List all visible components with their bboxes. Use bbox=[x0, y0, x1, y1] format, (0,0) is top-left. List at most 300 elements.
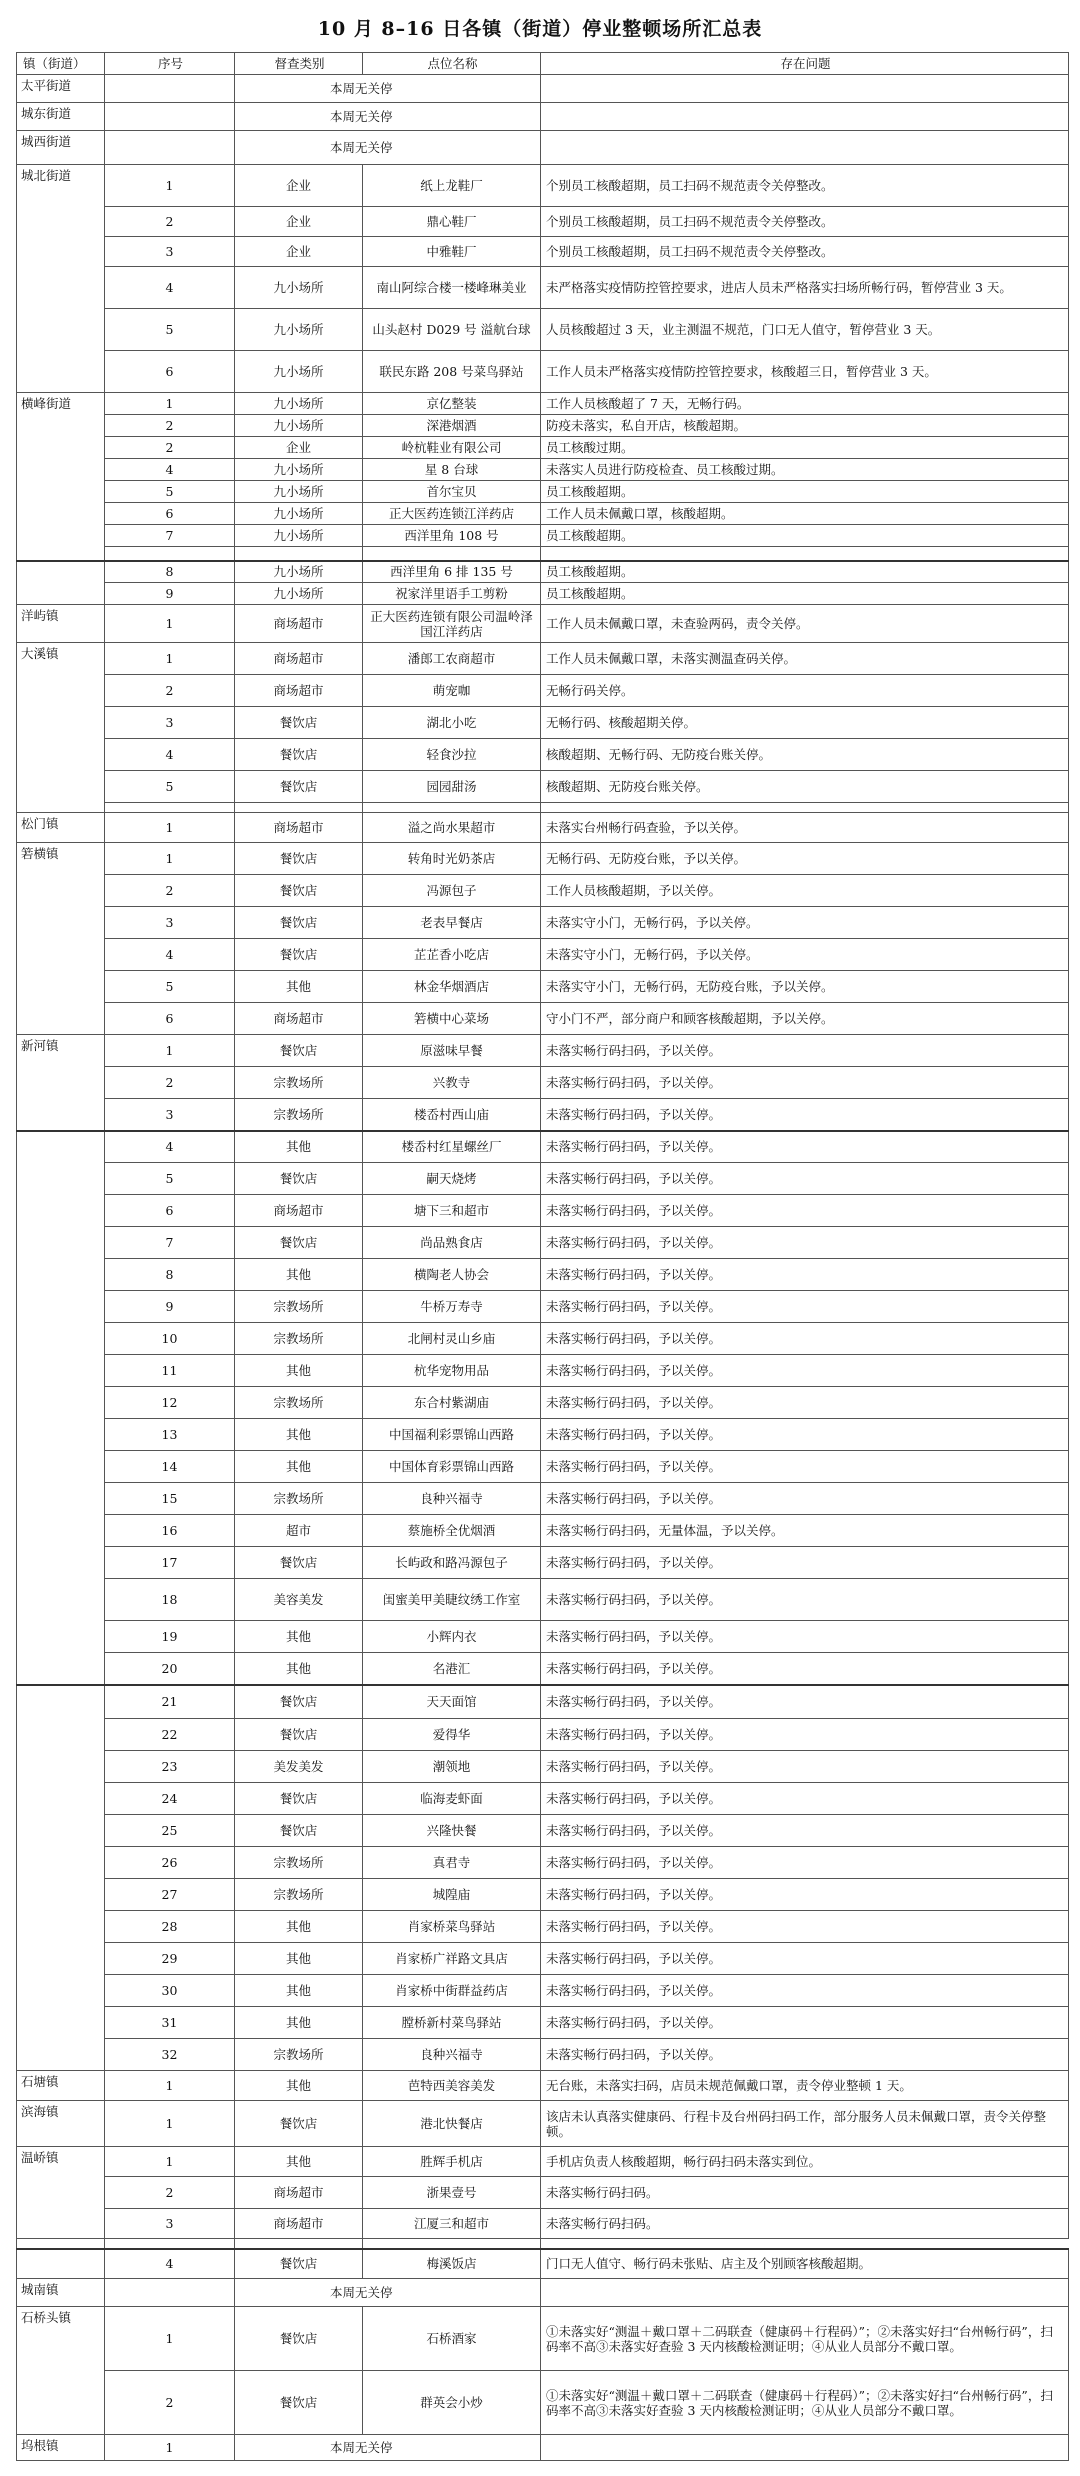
number-cell: 4 bbox=[105, 939, 235, 971]
number-cell: 9 bbox=[105, 1291, 235, 1323]
site-name-cell: 横陶老人协会 bbox=[363, 1259, 541, 1291]
number-cell: 5 bbox=[105, 971, 235, 1003]
number-cell: 31 bbox=[105, 2007, 235, 2039]
category-cell bbox=[235, 547, 363, 561]
table-row bbox=[17, 1387, 1069, 1419]
issue-cell: 个别员工核酸超期，员工扫码不规范责令关停整改。 bbox=[541, 165, 1069, 207]
town-cell: 城南镇 bbox=[17, 2279, 105, 2307]
table-row bbox=[17, 2039, 1069, 2071]
issue-cell: 工作人员未严格落实疫情防控管控要求，核酸超三日，暂停营业 3 天。 bbox=[541, 351, 1069, 393]
number-cell bbox=[17, 2239, 105, 2249]
table-row bbox=[17, 843, 1069, 875]
number-cell: 6 bbox=[105, 503, 235, 525]
category-cell: 九小场所 bbox=[235, 503, 363, 525]
table-row bbox=[17, 503, 1069, 525]
table-row bbox=[17, 309, 1069, 351]
town-cell: 城北街道 bbox=[17, 165, 105, 393]
issue-cell: 未落实畅行码扫码，予以关停。 bbox=[541, 1483, 1069, 1515]
category-cell: 餐饮店 bbox=[235, 2249, 363, 2279]
issue-cell: 未落实畅行码扫码，予以关停。 bbox=[541, 1879, 1069, 1911]
table-row bbox=[17, 739, 1069, 771]
issue-cell: ①未落实好“测温＋戴口罩＋二码联查（健康码＋行程码）”；②未落实好扫“台州畅行码”，扫码率不高③未落实好查验 3 天内核酸检测证明；④从业人员部分不戴口罩。 bbox=[541, 2371, 1069, 2435]
table-row bbox=[17, 459, 1069, 481]
issue-cell: 未落实畅行码扫码，予以关停。 bbox=[541, 1911, 1069, 1943]
town-cell bbox=[17, 2249, 105, 2279]
site-name-cell: 中国体育彩票锦山西路 bbox=[363, 1451, 541, 1483]
table-row bbox=[17, 875, 1069, 907]
table-row bbox=[17, 1355, 1069, 1387]
table-row bbox=[17, 1719, 1069, 1751]
town-cell: 太平街道 bbox=[17, 75, 105, 103]
table-row bbox=[17, 813, 1069, 843]
number-cell: 11 bbox=[105, 1355, 235, 1387]
issue-cell: 未落实畅行码扫码，予以关停。 bbox=[541, 1035, 1069, 1067]
table-row bbox=[17, 1943, 1069, 1975]
issue-cell: 未落实畅行码扫码，予以关停。 bbox=[541, 1259, 1069, 1291]
number-cell: 1 bbox=[105, 643, 235, 675]
category-cell: 本周无关停 bbox=[235, 2435, 541, 2461]
header-town: 镇（街道） bbox=[17, 53, 105, 75]
table-row bbox=[17, 131, 1069, 165]
table-row bbox=[17, 1515, 1069, 1547]
town-cell: 城东街道 bbox=[17, 103, 105, 131]
town-cell bbox=[17, 561, 105, 605]
category-cell: 其他 bbox=[235, 1131, 363, 1163]
number-cell: 3 bbox=[105, 907, 235, 939]
category-cell: 企业 bbox=[235, 165, 363, 207]
site-name-cell: 老表早餐店 bbox=[363, 907, 541, 939]
site-name-cell: 兴教寺 bbox=[363, 1067, 541, 1099]
number-cell: 1 bbox=[105, 393, 235, 415]
category-cell: 餐饮店 bbox=[235, 1815, 363, 1847]
site-name-cell: 西洋里角 108 号 bbox=[363, 525, 541, 547]
category-cell: 餐饮店 bbox=[235, 2101, 363, 2147]
table-row bbox=[17, 1259, 1069, 1291]
number-cell: 4 bbox=[105, 267, 235, 309]
number-cell: 2 bbox=[105, 1067, 235, 1099]
number-cell: 1 bbox=[105, 813, 235, 843]
issue-cell: 未落实畅行码扫码，予以关停。 bbox=[541, 1195, 1069, 1227]
table-row bbox=[17, 1621, 1069, 1653]
number-cell: 6 bbox=[105, 1003, 235, 1035]
number-cell: 18 bbox=[105, 1579, 235, 1621]
site-name-cell: 转角时光奶茶店 bbox=[363, 843, 541, 875]
category-cell: 企业 bbox=[235, 207, 363, 237]
table-row bbox=[17, 605, 1069, 643]
category-cell: 宗教场所 bbox=[235, 1847, 363, 1879]
category-cell: 企业 bbox=[235, 237, 363, 267]
table-row bbox=[17, 237, 1069, 267]
site-name-cell: 塘下三和超市 bbox=[363, 1195, 541, 1227]
site-name-cell: 良种兴福寺 bbox=[363, 2039, 541, 2071]
category-cell: 餐饮店 bbox=[235, 1163, 363, 1195]
site-name-cell: 轻食沙拉 bbox=[363, 739, 541, 771]
issue-cell: 无畅行码、核酸超期关停。 bbox=[541, 707, 1069, 739]
site-name-cell: 南山阿综合楼一楼峰琳美业 bbox=[363, 267, 541, 309]
issue-cell: 未落实畅行码扫码，予以关停。 bbox=[541, 1783, 1069, 1815]
number-cell: 27 bbox=[105, 1879, 235, 1911]
site-name-cell bbox=[363, 803, 541, 813]
site-name-cell: 芭特西美容美发 bbox=[363, 2071, 541, 2101]
issue-cell: 个别员工核酸超期，员工扫码不规范责令关停整改。 bbox=[541, 237, 1069, 267]
site-name-cell: 楼岙村西山庙 bbox=[363, 1099, 541, 1131]
category-cell bbox=[105, 2239, 235, 2249]
category-cell: 其他 bbox=[235, 1259, 363, 1291]
issue-cell: 未落实畅行码扫码，予以关停。 bbox=[541, 1291, 1069, 1323]
table-row bbox=[17, 1911, 1069, 1943]
table-row bbox=[17, 1003, 1069, 1035]
number-cell: 16 bbox=[105, 1515, 235, 1547]
table-row bbox=[17, 1579, 1069, 1621]
issue-cell: 未落实畅行码扫码，予以关停。 bbox=[541, 1975, 1069, 2007]
number-cell: 2 bbox=[105, 437, 235, 459]
site-name-cell: 东合村紫湖庙 bbox=[363, 1387, 541, 1419]
category-cell: 餐饮店 bbox=[235, 2307, 363, 2371]
issue-cell: 守小门不严，部分商户和顾客核酸超期，予以关停。 bbox=[541, 1003, 1069, 1035]
site-name-cell: 城隍庙 bbox=[363, 1879, 541, 1911]
category-cell: 餐饮店 bbox=[235, 739, 363, 771]
table-row bbox=[17, 1323, 1069, 1355]
site-name-cell: 潘郎工农商超市 bbox=[363, 643, 541, 675]
category-cell: 美发美发 bbox=[235, 1751, 363, 1783]
site-name-cell: 冯源包子 bbox=[363, 875, 541, 907]
category-cell: 其他 bbox=[235, 1943, 363, 1975]
category-cell: 宗教场所 bbox=[235, 1291, 363, 1323]
category-cell: 其他 bbox=[235, 1975, 363, 2007]
category-cell: 商场超市 bbox=[235, 605, 363, 643]
number-cell: 22 bbox=[105, 1719, 235, 1751]
number-cell: 1 bbox=[105, 1035, 235, 1067]
site-name-cell: 岭杭鞋业有限公司 bbox=[363, 437, 541, 459]
table-row bbox=[17, 2071, 1069, 2101]
site-name-cell: 山头赵村 D029 号 溢航台球 bbox=[363, 309, 541, 351]
site-name-cell: 港北快餐店 bbox=[363, 2101, 541, 2147]
issue-cell: 防疫未落实，私自开店，核酸超期。 bbox=[541, 415, 1069, 437]
issue-cell: 未落实畅行码扫码，予以关停。 bbox=[541, 1621, 1069, 1653]
table-row bbox=[17, 103, 1069, 131]
issue-cell: 员工核酸过期。 bbox=[541, 437, 1069, 459]
site-name-cell: 膛桥新村菜鸟驿站 bbox=[363, 2007, 541, 2039]
category-cell: 餐饮店 bbox=[235, 1035, 363, 1067]
category-cell: 商场超市 bbox=[235, 2177, 363, 2209]
issue-cell: 工作人员未佩戴口罩，核酸超期。 bbox=[541, 503, 1069, 525]
town-cell: 横峰街道 bbox=[17, 393, 105, 561]
number-cell bbox=[105, 131, 235, 165]
summary-table bbox=[16, 52, 1069, 2461]
issue-cell bbox=[541, 103, 1069, 131]
number-cell: 15 bbox=[105, 1483, 235, 1515]
category-cell: 其他 bbox=[235, 1419, 363, 1451]
issue-cell: 无台账，未落实扫码，店员未规范佩戴口罩，责令停业整顿 1 天。 bbox=[541, 2071, 1069, 2101]
number-cell bbox=[105, 75, 235, 103]
table-row bbox=[17, 481, 1069, 503]
issue-cell: 员工核酸超期。 bbox=[541, 525, 1069, 547]
site-name-cell: 箬横中心菜场 bbox=[363, 1003, 541, 1035]
issue-cell bbox=[363, 2239, 541, 2249]
issue-cell bbox=[541, 2279, 1069, 2307]
site-name-cell: 祝家洋里语手工剪粉 bbox=[363, 583, 541, 605]
header-site-name: 点位名称 bbox=[363, 53, 541, 75]
site-name-cell: 西洋里角 6 排 135 号 bbox=[363, 561, 541, 583]
issue-cell: 未落实守小门，无畅行码，予以关停。 bbox=[541, 907, 1069, 939]
issue-cell: 未落实畅行码扫码，予以关停。 bbox=[541, 1847, 1069, 1879]
table-row bbox=[17, 1419, 1069, 1451]
town-cell: 滨海镇 bbox=[17, 2101, 105, 2147]
issue-cell bbox=[541, 803, 1069, 813]
category-cell: 九小场所 bbox=[235, 267, 363, 309]
issue-cell: 工作人员核酸超了 7 天，无畅行码。 bbox=[541, 393, 1069, 415]
table-row bbox=[17, 1751, 1069, 1783]
town-cell: 城西街道 bbox=[17, 131, 105, 165]
table-row bbox=[17, 971, 1069, 1003]
site-name-cell: 群英会小炒 bbox=[363, 2371, 541, 2435]
number-cell: 4 bbox=[105, 739, 235, 771]
category-cell: 九小场所 bbox=[235, 393, 363, 415]
category-cell: 九小场所 bbox=[235, 525, 363, 547]
site-name-cell: 星 8 台球 bbox=[363, 459, 541, 481]
table-row bbox=[17, 675, 1069, 707]
issue-cell bbox=[541, 75, 1069, 103]
issue-cell: 未落实守小门，无畅行码，无防疫台账，予以关停。 bbox=[541, 971, 1069, 1003]
number-cell: 5 bbox=[105, 481, 235, 503]
issue-cell: 未落实畅行码扫码，予以关停。 bbox=[541, 1451, 1069, 1483]
table-row bbox=[17, 2147, 1069, 2177]
issue-cell: 人员核酸超过 3 天，业主测温不规范，门口无人值守，暂停营业 3 天。 bbox=[541, 309, 1069, 351]
number-cell: 1 bbox=[105, 605, 235, 643]
category-cell: 餐饮店 bbox=[235, 907, 363, 939]
number-cell: 1 bbox=[105, 165, 235, 207]
table-row bbox=[17, 165, 1069, 207]
table-row bbox=[17, 2307, 1069, 2371]
table-row bbox=[17, 2177, 1069, 2209]
site-name-cell: 鼎心鞋厂 bbox=[363, 207, 541, 237]
site-name-cell: 闺蜜美甲美睫纹绣工作室 bbox=[363, 1579, 541, 1621]
number-cell bbox=[105, 547, 235, 561]
issue-cell: 未落实畅行码扫码，予以关停。 bbox=[541, 1719, 1069, 1751]
number-cell: 1 bbox=[105, 2307, 235, 2371]
category-cell: 其他 bbox=[235, 2147, 363, 2177]
number-cell: 3 bbox=[105, 2209, 235, 2239]
category-cell: 餐饮店 bbox=[235, 2371, 363, 2435]
site-name-cell: 深港烟酒 bbox=[363, 415, 541, 437]
table-row bbox=[17, 1067, 1069, 1099]
category-cell: 宗教场所 bbox=[235, 1067, 363, 1099]
header-row bbox=[17, 53, 1069, 75]
number-cell: 21 bbox=[105, 1685, 235, 1719]
issue-cell: 未落实畅行码扫码，予以关停。 bbox=[541, 1131, 1069, 1163]
issue-cell: 未落实台州畅行码查验，予以关停。 bbox=[541, 813, 1069, 843]
table-row bbox=[17, 1291, 1069, 1323]
table-row bbox=[17, 415, 1069, 437]
issue-cell: 工作人员未佩戴口罩，未落实测温查码关停。 bbox=[541, 643, 1069, 675]
category-cell: 餐饮店 bbox=[235, 771, 363, 803]
category-cell: 九小场所 bbox=[235, 415, 363, 437]
table-row bbox=[17, 1099, 1069, 1131]
issue-cell bbox=[541, 547, 1069, 561]
issue-cell: 工作人员未佩戴口罩，未查验两码，责令关停。 bbox=[541, 605, 1069, 643]
document-title: 10 月 8–16 日各镇（街道）停业整顿场所汇总表 bbox=[317, 17, 763, 40]
number-cell: 8 bbox=[105, 561, 235, 583]
category-cell: 九小场所 bbox=[235, 459, 363, 481]
number-cell: 2 bbox=[105, 875, 235, 907]
number-cell: 4 bbox=[105, 459, 235, 481]
table-row bbox=[17, 1783, 1069, 1815]
table-row bbox=[17, 1653, 1069, 1685]
category-cell: 商场超市 bbox=[235, 643, 363, 675]
table-row bbox=[17, 1975, 1069, 2007]
category-cell: 本周无关停 bbox=[235, 75, 541, 103]
number-cell: 7 bbox=[105, 1227, 235, 1259]
town-cell: 石塘镇 bbox=[17, 2071, 105, 2101]
site-name-cell: 胜辉手机店 bbox=[363, 2147, 541, 2177]
number-cell: 1 bbox=[105, 843, 235, 875]
number-cell: 26 bbox=[105, 1847, 235, 1879]
issue-cell: 该店未认真落实健康码、行程卡及台州码扫码工作，部分服务人员未佩戴口罩，责令关停整顿。 bbox=[541, 2101, 1069, 2147]
category-cell: 其他 bbox=[235, 971, 363, 1003]
number-cell: 23 bbox=[105, 1751, 235, 1783]
category-cell: 九小场所 bbox=[235, 481, 363, 503]
issue-cell: 未落实畅行码扫码，予以关停。 bbox=[541, 1685, 1069, 1719]
number-cell: 7 bbox=[105, 525, 235, 547]
issue-cell: 未严格落实疫情防控管控要求，进店人员未严格落实扫场所畅行码，暂停营业 3 天。 bbox=[541, 267, 1069, 309]
town-cell: 洋屿镇 bbox=[17, 605, 105, 643]
category-cell: 餐饮店 bbox=[235, 939, 363, 971]
table-row bbox=[17, 1195, 1069, 1227]
category-cell: 九小场所 bbox=[235, 309, 363, 351]
number-cell: 8 bbox=[105, 1259, 235, 1291]
number-cell: 14 bbox=[105, 1451, 235, 1483]
table-row bbox=[17, 1483, 1069, 1515]
category-cell: 美容美发 bbox=[235, 1579, 363, 1621]
category-cell bbox=[235, 803, 363, 813]
table-row bbox=[17, 939, 1069, 971]
number-cell: 32 bbox=[105, 2039, 235, 2071]
site-name-cell: 联民东路 208 号菜鸟驿站 bbox=[363, 351, 541, 393]
issue-cell: 未落实守小门，无畅行码，予以关停。 bbox=[541, 939, 1069, 971]
table-row bbox=[17, 437, 1069, 459]
issue-cell: 未落实人员进行防疫检查、员工核酸过期。 bbox=[541, 459, 1069, 481]
table-row bbox=[17, 1131, 1069, 1163]
category-cell: 商场超市 bbox=[235, 675, 363, 707]
number-cell: 4 bbox=[105, 2249, 235, 2279]
issue-cell: 未落实畅行码扫码，予以关停。 bbox=[541, 1163, 1069, 1195]
table-row bbox=[17, 1879, 1069, 1911]
header-number: 序号 bbox=[105, 53, 235, 75]
category-cell: 超市 bbox=[235, 1515, 363, 1547]
category-cell: 本周无关停 bbox=[235, 2279, 541, 2307]
site-name-cell: 小辉内衣 bbox=[363, 1621, 541, 1653]
table-row bbox=[17, 2209, 1069, 2239]
site-name-cell: 临海麦虾面 bbox=[363, 1783, 541, 1815]
table-row bbox=[17, 2007, 1069, 2039]
number-cell: 2 bbox=[105, 415, 235, 437]
issue-cell: 未落实畅行码扫码。 bbox=[541, 2209, 1069, 2239]
category-cell: 宗教场所 bbox=[235, 1323, 363, 1355]
number-cell: 9 bbox=[105, 583, 235, 605]
site-name-cell: 蔡施桥全优烟酒 bbox=[363, 1515, 541, 1547]
table-row bbox=[17, 1685, 1069, 1719]
issue-cell: 未落实畅行码扫码，予以关停。 bbox=[541, 1653, 1069, 1685]
table-row bbox=[17, 2279, 1069, 2307]
number-cell: 30 bbox=[105, 1975, 235, 2007]
category-cell: 宗教场所 bbox=[235, 1483, 363, 1515]
table-row bbox=[17, 393, 1069, 415]
category-cell: 其他 bbox=[235, 1355, 363, 1387]
issue-cell: 未落实畅行码扫码，予以关停。 bbox=[541, 1227, 1069, 1259]
table-row bbox=[17, 2239, 1069, 2249]
number-cell: 28 bbox=[105, 1911, 235, 1943]
number-cell bbox=[105, 2279, 235, 2307]
issue-cell: 未落实畅行码扫码，予以关停。 bbox=[541, 2039, 1069, 2071]
site-name-cell: 中国福利彩票锦山西路 bbox=[363, 1419, 541, 1451]
site-name-cell: 楼岙村红星螺丝厂 bbox=[363, 1131, 541, 1163]
table-row bbox=[17, 1163, 1069, 1195]
issue-cell: 未落实畅行码扫码，予以关停。 bbox=[541, 1355, 1069, 1387]
issue-cell: 员工核酸超期。 bbox=[541, 481, 1069, 503]
issue-cell: 未落实畅行码扫码，予以关停。 bbox=[541, 1067, 1069, 1099]
issue-cell: 工作人员核酸超期，予以关停。 bbox=[541, 875, 1069, 907]
category-cell: 餐饮店 bbox=[235, 1719, 363, 1751]
site-name-cell: 尚品熟食店 bbox=[363, 1227, 541, 1259]
table-row bbox=[17, 1451, 1069, 1483]
table-row bbox=[17, 75, 1069, 103]
category-cell: 九小场所 bbox=[235, 561, 363, 583]
category-cell: 宗教场所 bbox=[235, 1099, 363, 1131]
site-name-cell: 正大医药连锁有限公司温岭泽国江洋药店 bbox=[363, 605, 541, 643]
category-cell: 宗教场所 bbox=[235, 1387, 363, 1419]
table-row bbox=[17, 547, 1069, 561]
site-name-cell: 湖北小吃 bbox=[363, 707, 541, 739]
category-cell: 餐饮店 bbox=[235, 875, 363, 907]
number-cell: 1 bbox=[105, 2435, 235, 2461]
number-cell: 2 bbox=[105, 2371, 235, 2435]
category-cell: 餐饮店 bbox=[235, 1685, 363, 1719]
number-cell: 6 bbox=[105, 351, 235, 393]
header-category: 督查类别 bbox=[235, 53, 363, 75]
category-cell: 商场超市 bbox=[235, 1003, 363, 1035]
table-row bbox=[17, 2249, 1069, 2279]
site-name-cell: 肖家桥菜鸟驿站 bbox=[363, 1911, 541, 1943]
table-row bbox=[17, 2371, 1069, 2435]
site-name-cell: 北闸村灵山乡庙 bbox=[363, 1323, 541, 1355]
number-cell: 3 bbox=[105, 237, 235, 267]
site-name-cell: 牛桥万寿寺 bbox=[363, 1291, 541, 1323]
site-name-cell: 林金华烟酒店 bbox=[363, 971, 541, 1003]
number-cell bbox=[105, 103, 235, 131]
site-name-cell: 良种兴福寺 bbox=[363, 1483, 541, 1515]
table-row bbox=[17, 1227, 1069, 1259]
issue-cell: 未落实畅行码扫码，予以关停。 bbox=[541, 1751, 1069, 1783]
site-name-cell: 中雅鞋厂 bbox=[363, 237, 541, 267]
category-cell: 商场超市 bbox=[235, 813, 363, 843]
table-row bbox=[17, 907, 1069, 939]
town-cell bbox=[17, 1131, 105, 1685]
site-name-cell: 天天面馆 bbox=[363, 1685, 541, 1719]
site-name-cell: 溢之尚水果超市 bbox=[363, 813, 541, 843]
issue-cell: 核酸超期、无畅行码、无防疫台账关停。 bbox=[541, 739, 1069, 771]
table-row bbox=[17, 561, 1069, 583]
header-issue: 存在问题 bbox=[541, 53, 1069, 75]
table-row bbox=[17, 583, 1069, 605]
category-cell: 其他 bbox=[235, 1911, 363, 1943]
number-cell: 29 bbox=[105, 1943, 235, 1975]
issue-cell: 未落实畅行码扫码，予以关停。 bbox=[541, 1099, 1069, 1131]
site-name-cell: 名港汇 bbox=[363, 1653, 541, 1685]
town-cell: 温峤镇 bbox=[17, 2147, 105, 2239]
table-row bbox=[17, 771, 1069, 803]
table-row bbox=[17, 803, 1069, 813]
category-cell: 餐饮店 bbox=[235, 1783, 363, 1815]
